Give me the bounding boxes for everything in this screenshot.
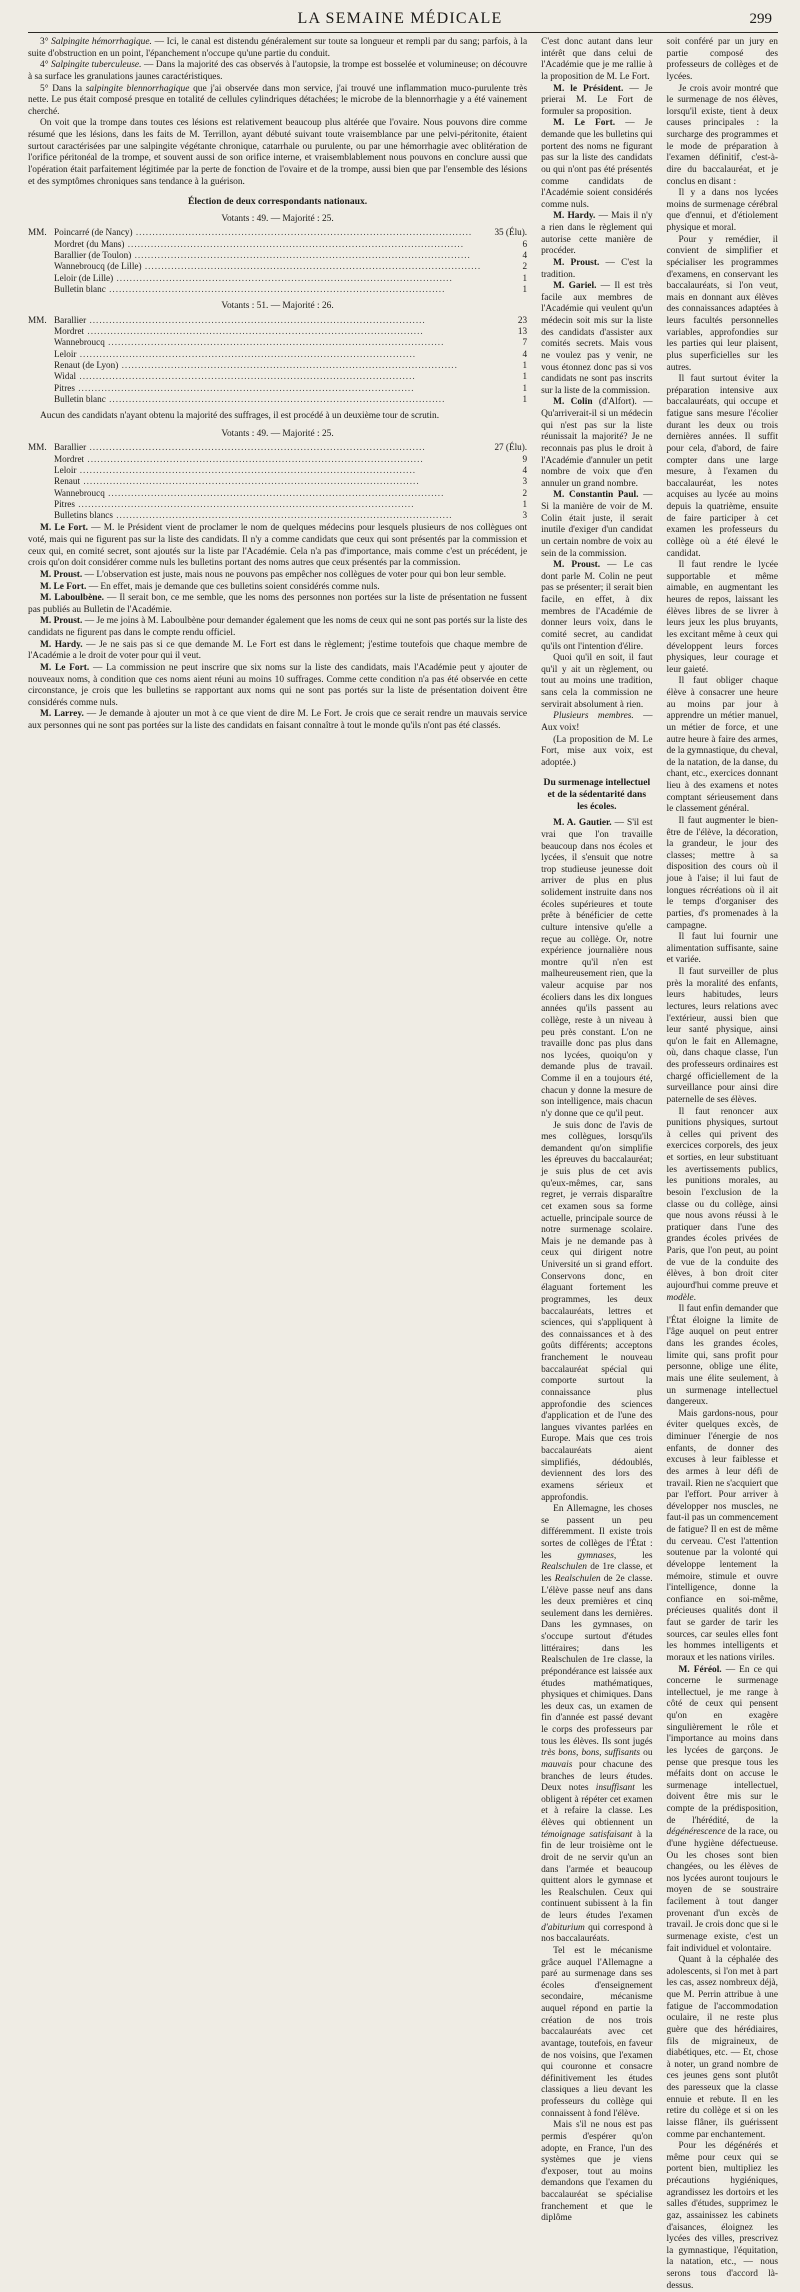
vote-row	[28, 337, 527, 348]
paragraph: Il faut rendre le lycée supportable et même aimable, en augmentant les heures de repos, laissant les élèves libres de se livrer à leurs jeux les plus bruyants, les excitant même à ceux qui développent leurs forces physiques, leur courage et leur gaieté.	[666, 560, 778, 675]
vote-prefix	[28, 360, 54, 371]
text-run: à la fin de leur troisième ont le droit de ne servir qu'un an dans l'armée et beaucoup quittent alors le gymnase et les Realschulen. Ceux qui continuent subissent à la fin de leurs études l'examen	[541, 1829, 653, 1921]
section-title: Élection de deux correspondants nationaux.	[187, 196, 368, 208]
vote-header: Votants : 51. — Majorité : 26.	[221, 301, 334, 312]
paragraph: C'est donc autant dans leur intérêt que dans celui de l'Académie que je me rallie à la proposition de M. Le Fort.	[541, 37, 653, 82]
text-run: — Si la manière de voir de M. Colin était juste, il serait inutile d'exiger d'un candidat un certain nombre de voix au sein de la commission.	[541, 490, 653, 559]
vote-row	[28, 239, 527, 250]
text-run: ou	[640, 1748, 653, 1759]
candidate-name: Leloir .....	[54, 349, 481, 360]
paragraph: Pour y remédier, il convient de simplifier et spécialiser les programmes d'examens, en conservant les baccalauréats, si l'on veut, mais en donnant aux élèves des connaissances adaptées à leurs facultés personnelles variables, approfondies sur les parties qui leur plaisent, plus superficielles sur les autres.	[666, 234, 778, 373]
speaker-name: M. Proust.	[40, 616, 83, 627]
vote-count: 9	[522, 453, 528, 464]
italic-text: Salpingite hémorrhagique.	[51, 37, 152, 47]
vote-row	[28, 250, 527, 261]
paragraph: Je suis donc de l'avis de mes collègues, lorsqu'ils demandent qu'on simplifie les épreuves du baccalauréat; je suis plus de cet avis qu'eux-mêmes, car, sans regret, je verrais disparaître cet examen sous sa forme actuelle, principale source de notre surmenage scolaire. Mais je ne demande pas à ceux qui dirigent notre Université un si grand effort. Conservons donc, en élaguant fortement les programmes, les deux baccalauréats, lettres et sciences, qui s'appliquent à des connaissances et à des goûts différents; acceptons franchement le nouveau baccalauréat spécial qui comporte surtout la connaissance plus approfondie des sciences d'application et de l'une des langues vivantes parlées en Europe. Mais que ces trois baccalauréats aient simplifiés, dédoublés, deviennent des lors des examens sérieux et approfondis.	[541, 1120, 653, 1503]
speaker-name: M. Larrey.	[40, 709, 84, 720]
paragraph	[541, 560, 652, 653]
speaker-name: M. Le Fort.	[40, 581, 87, 592]
speaker-name: M. Laboulbène.	[40, 593, 104, 604]
paragraph	[541, 490, 652, 560]
paragraph	[28, 570, 527, 582]
candidate-name: Mordret .....	[54, 326, 481, 337]
italic-text: d'abiturium	[541, 1922, 585, 1933]
text-run: les obligent à répéter cet examen et à refaire la classe. Les élèves qui obtiennent un	[541, 1783, 653, 1828]
speaker-name: M. Colin	[553, 397, 593, 408]
speaker-name: M. Proust.	[553, 257, 600, 268]
paragraph	[541, 397, 652, 490]
candidate-name: Renaut (de Lyon) .....	[54, 360, 481, 371]
journal-title: LA SEMAINE MÉDICALE	[297, 10, 503, 27]
paragraph: Quoi qu'il en soit, il faut qu'il y ait un règlement, ou tout au moins une tradition, sans cela la commission ne servirait absolument à rien.	[541, 653, 653, 710]
text-run: — C'est la tradition.	[541, 257, 653, 280]
paragraph	[28, 523, 527, 570]
vote-count: 1	[522, 393, 528, 404]
text-run: En Allemagne, les choses se passent un peu différemment. Il existe trois sortes de collèges de l'État : les	[541, 1504, 653, 1561]
paragraph: Il faut enfin demander que l'État éloigne la limite de l'âge auquel on peut entrer dans les grandes écoles, limite qui, sans profit pour personne, oblige une élite, mais une élite seulement, à un surmenage intellectuel dangereux.	[666, 1304, 778, 1408]
text-run: pour chacune des branches de leurs études. Deux notes	[541, 1759, 653, 1794]
candidate-name: Barallier .....	[54, 442, 481, 453]
text-run: — Je prierai M. Le Fort de formuler sa proposition.	[541, 83, 653, 117]
text-run: que j'ai observée dans mon service, j'ai trouvé une inflammation muco-purulente très nette. Le pus était composé presque en totalité de cellules cylindriques détachées; le microbe de la blennorrhagie y a été vainement cherché.	[28, 83, 528, 117]
candidate-name: Widal .....	[54, 371, 481, 382]
paragraph: Il y a dans nos lycées moins de surmenage cérébral que d'ennui, et d'étiolement physique et moral.	[666, 188, 778, 233]
italic-text: Salpingite tuberculeuse.	[50, 60, 142, 71]
text-run: — Il est très facile aux membres de l'Académie qui veulent qu'un médecin soit mis sur la liste des candidats d'assister aux comités secrets. Mais vous ne voulez pas y venir, ne vous étonnez donc pas si vos candidats ne sont pas inscrits sur la liste de la commission.	[541, 281, 653, 396]
italic-text: très bons, bons, suffisants	[541, 1748, 641, 1759]
vote-prefix	[28, 488, 54, 499]
speaker-name: M. Le Fort.	[553, 118, 616, 129]
text-run: de la race, ou d'une hygiène défectueuse. Ou les choses sont bien changées, ou les élèves de nos lycées auront toujours le moyen de se soustraire facilement à tout danger provenant d'un excès de travail. Je crois donc que si le surmenage existe, c'est un fait individuel et volontaire.	[666, 1827, 778, 1954]
section-title: Du surmenage intellectuel et de la sédentarité dans les écoles.	[543, 777, 651, 812]
text-run: — Le cas dont parle M. Colin ne peut pas se présenter; il serait bien facile, en effet, à dix membres de l'Académie de donner leurs voix, dans le comité secret, au candidat qu'ils ont l'intention d'élire.	[541, 560, 653, 652]
candidate-name: Poincarré (de Nancy) .....	[54, 227, 481, 238]
paragraph: (La proposition de M. Le Fort, mise aux voix, est adoptée.)	[541, 734, 653, 768]
vote-prefix	[28, 261, 54, 272]
speaker-name: M. A. Gautier.	[553, 818, 612, 829]
vote-prefix	[28, 250, 54, 261]
vote-prefix: MM.	[28, 442, 47, 453]
vote-prefix	[28, 337, 54, 348]
text-run: — Ici, le canal est distendu généralement sur toute sa longueur et rempli par du sang; parfois, à la suite d'obstruction en un point, l'épanchement n'occupe qu'une partie du conduit.	[28, 37, 528, 59]
text-run: (d'Alfort). — Qu'arriverait-il si un médecin qui n'est pas sur la liste réunissait la majorité? Je ne reconnais pas plus le droit à l'Académie d'annuler un petit nombre de voix que d'en annuler un grand nombre.	[541, 397, 653, 489]
paragraph	[541, 1504, 652, 1946]
candidate-name: Wannebroucq (de Lille) .....	[54, 261, 481, 272]
candidate-name: Bulletin blanc .....	[54, 284, 481, 295]
italic-text: témoignage satisfaisant	[541, 1829, 633, 1840]
vote-row	[28, 315, 527, 326]
italic-text: dégénérescence	[666, 1827, 726, 1838]
paragraph	[28, 60, 527, 83]
vote-row	[28, 442, 527, 453]
vote-row	[28, 349, 527, 360]
text-run: — Dans la majorité des cas observés à l'autopsie, la trompe est bosselée et volumineuse; on découvre à sa surface les granulations jaunes caractéristiques.	[28, 60, 528, 82]
speaker-name: M. Proust.	[553, 560, 601, 571]
vote-prefix	[28, 383, 54, 394]
vote-count: 1	[522, 498, 528, 509]
italic-text: gymnases	[577, 1550, 614, 1561]
text-run: qui correspond à nos baccalauréats.	[541, 1922, 653, 1945]
vote-count: 3	[522, 510, 528, 521]
paragraph	[541, 818, 652, 1120]
vote-row	[28, 394, 527, 405]
paragraph: Il faut surveiller de plus près la moralité des enfants, leurs habitudes, leurs lectures, leurs relations avec l'extérieur, aussi bien que leur santé physique, ainsi qu'on le fait en Allemagne, où, dans chaque classe, l'un des professeurs ordinaires est chargé officiellement de la surveillance pour ainsi dire paternelle de ses élèves.	[666, 967, 778, 1105]
speaker-name: M. Le Fort.	[40, 662, 90, 673]
text-run: .	[693, 1292, 696, 1303]
vote-header: Votants : 49. — Majorité : 25.	[221, 428, 334, 439]
vote-row	[28, 261, 527, 272]
paragraph	[541, 258, 652, 281]
speaker-name: M. le Président.	[553, 83, 624, 94]
text-run: — Je ne sais pas si ce que demande M. Le Fort est dans le règlement; j'estime toutefois que chaque membre de l'Académie a le droit de voter pour qui il veut.	[28, 639, 528, 662]
text-run: de 2e classe. L'élève passe neuf ans dans les deux premières et cinq seulement dans les dernières. Dans les gymnases, on s'occupe surtout d'études littéraires; dans les Realschulen de 1re classe, la prépondérance est laissée aux études mathématiques, physiques et chimiques. Dans les deux cas, un examen de fin d'année est passé devant le corps des professeurs par tous les élèves. Ils sont jugés	[541, 1573, 653, 1747]
paragraph	[541, 84, 652, 119]
vote-count: 23	[517, 314, 528, 325]
text-columns	[28, 37, 778, 2292]
paragraph	[541, 711, 652, 734]
text-run: de 1re classe, et les	[541, 1562, 653, 1584]
vote-count: 13	[517, 326, 528, 337]
candidate-name: Pitres .....	[54, 383, 481, 394]
paragraph	[541, 118, 652, 211]
speaker-name: M. Le Fort.	[40, 523, 88, 534]
text-run: — En ce qui concerne le surmenage intellectuel, je me range à côté de ceux qui pensent qu'on en exagère singulièrement le rôle et l'importance au moins dans les lycées de garçons. Je pense que presque tous les méfaits dont on accuse le surmenage intellectuel, doivent être mis sur le compte de la prédisposition, de l'hérédité, de la	[666, 1664, 778, 1826]
speaker-name: M. Féréol.	[678, 1664, 722, 1675]
vote-prefix	[28, 273, 54, 284]
vote-prefix	[28, 465, 54, 476]
italic-text: mauvais	[541, 1759, 573, 1770]
text-run: 5° Dans la	[40, 83, 86, 94]
text-run: — Je demande que les bulletins qui portent des noms ne figurant pas sur la liste des candidats ou qui n'ont pas été présentés comme candidats de l'Académie soient considérés comme nuls.	[541, 118, 653, 210]
text-run: — Aux voix!	[541, 711, 653, 733]
vote-prefix	[28, 394, 54, 405]
candidate-name: Bulletins blancs .....	[54, 510, 481, 521]
vote-row	[28, 284, 527, 295]
vote-prefix	[28, 371, 54, 382]
vote-row	[28, 383, 527, 394]
paragraph: Pour les dégénérés et même pour ceux qui se portent bien, multipliez les précautions hygiéniques, agrandissez les dortoirs et les salles d'études, supprimez le gaz, assainissez les cabinets d'aisances, éloignez les lycées des villes, prescrivez la gymnastique, l'équitation, la natation, etc., — nous serons tous d'accord là-dessus.	[666, 2141, 778, 2291]
vote-count: 3	[522, 476, 528, 487]
text-run: — M. le Président vient de proclamer le nom de quelques médecins pour lesquels plusieurs de nos collègues ont voté, mais qui ne figurent pas sur la liste des candidats. Il n'y a comme candidats que ceux qui sont présentés par la commission et ceux qui, en comité secret, sont ajoutés sur la liste par l'Académie. Cela n'a pas d'importance, mais comme c'est un précédent, je crois qu'on doit considérer comme nuls les bulletins portant des noms autres que ceux présentés par la commission.	[28, 523, 528, 569]
vote-header: Votants : 49. — Majorité : 25.	[221, 213, 334, 224]
vote-row	[28, 273, 527, 284]
candidate-name: Wannebroucq .....	[54, 337, 481, 348]
vote-count: 1	[522, 272, 528, 283]
candidate-name: Pitres .....	[54, 499, 481, 510]
text-run: — Je me joins à M. Laboulbène pour demander également que les noms de ceux qui ne sont pas portés sur la liste des candidats ne figurent pas dans le compte rendu officiel.	[28, 616, 528, 639]
vote-row	[28, 465, 527, 476]
candidate-name: Renaut .....	[54, 476, 481, 487]
vote-count: 4	[522, 465, 528, 475]
column-1	[28, 37, 527, 2292]
text-run: — S'il est vrai que l'on travaille beaucoup dans nos écoles et lycées, il s'ensuit que notre trop studieuse jeunesse doit arriver de plus en plus solidement instruite dans nos écoles supérieures et toute prête à bénéficier de cette culture intensive qu'elle a reçue au collège. Or, notre expérience journalière nous montre qu'il n'en est malheureusement rien, que la valeur acquise par nos écoliers dans les dix longues années qu'ils passent au collège, reste à un niveau à peu près constant. L'on ne travaille donc pas plus dans nos lycées, quoiqu'on y demande plus de travail. Comme il en a toujours été, chacun y donne la mesure de son intelligence, mais chacun n'y donne que ce qu'il peut.	[541, 818, 653, 1119]
vote-row	[28, 371, 527, 382]
column-2	[541, 37, 652, 2292]
paragraph: Aucun des candidats n'ayant obtenu la majorité des suffrages, il est procédé à un deuxième tour de scrutin.	[40, 411, 440, 422]
candidate-name: Barallier .....	[54, 315, 481, 326]
italic-text: salpingite blennorrhagique	[85, 83, 190, 94]
vote-prefix	[28, 499, 54, 510]
candidate-name: Leloir (de Lille) .....	[54, 273, 481, 284]
italic-text: insuffisant	[595, 1783, 635, 1794]
paragraph	[28, 593, 527, 616]
vote-table	[28, 214, 527, 295]
paragraph: Mais gardons-nous, pour éviter quelques excès, de diminuer l'énergie de nos enfants, de donner des excuses à leur faiblesse et des armes à leur défi de travail. Rien ne s'acquiert que par l'effort. Pour arriver à développer nos muscles, ne faut-il pas un commencement de fatigue? Il en est de même du cerveau. C'est l'attention soutenue par la volonté qui développe lentement la mémoire, stimule et ouvre l'intelligence, donne la confiance en soi-même, précieuses qualités dont il faut se garder de tarir les sources, car seules elles font les hommes intelligents et moraux et les nations viriles.	[666, 1408, 778, 1663]
vote-row	[28, 488, 527, 499]
vote-count: 4	[522, 348, 528, 359]
candidate-name: Barallier (de Toulon) .....	[54, 250, 481, 261]
paragraph	[28, 582, 527, 594]
text-run: 4°	[40, 60, 51, 71]
paragraph: Quant à la céphalée des adolescents, si l'on met à part les cas, assez nombreux déjà, que M. Perrin attribue à une fatigue de l'accommodation oculaire, il ne reste plus guère que des hérédiaires, fils de migraineux, de diabétiques, etc. — Et, chose à noter, un grand nombre de ces jeunes gens sont plutôt des paresseux que la classe ennuie et rebute. Il en les retire du collège et si on les laisse flâner, ils guérissent comme par enchantement.	[666, 1955, 778, 2140]
text-run: — Il serait bon, ce me semble, que les noms des personnes non portées sur la liste de présentation ne fussent pas publiés au Bulletin de l'Académie.	[28, 593, 528, 615]
paragraph: Il faut lui fournir une alimentation suffisante, saine et variée.	[666, 932, 778, 966]
paragraph: On voit que la trompe dans toutes ces lésions est relativement beaucoup plus altérée que l'ovaire. Nous pouvons dire comme résumé que les lésions, dans les faits de M. Terrillon, ayant débuté suivant toute vraisemblance par une pelvi-péritonite, étaient surtout caractérisées par une salpingite végétante chronique, catarrhale ou purulente, ou par une hémorrhagie avec oblitération de l'orifice péritonéal de la trompe, et souvent aussi de son orifice interne, et vraisemblablement nous pouvons en conclure aussi que l'opération était parfaitement légitimée par la perte de fonction de l'ovaire et de la trompe, aussi bien que par l'ensemble des lésions et des symptômes chroniques sans tendance à la guérison.	[28, 118, 528, 187]
paragraph	[28, 616, 527, 639]
vote-prefix	[28, 510, 54, 521]
paragraph	[28, 640, 527, 663]
text-run: — Je demande à ajouter un mot à ce que vient de dire M. Le Fort. Je crois que ce serait rendre un mauvais service aux personnes qui ne sont pas portées sur la liste des candidats en faisant connaître à tout le monde qu'ils n'ont pas été classés.	[28, 709, 528, 732]
vote-row	[28, 326, 527, 337]
vote-row	[28, 454, 527, 465]
vote-prefix	[28, 349, 54, 360]
vote-count: 7	[522, 337, 528, 348]
vote-row	[28, 227, 527, 238]
speaker-name: M. Hardy.	[40, 639, 83, 650]
paragraph: Je crois avoir montré que le surmenage de nos élèves, lorsqu'il existe, tient à deux causes principales : la surcharge des programmes et le mode de préparation à l'examen définitif, c'est-à-dire du baccalauréat, et je conclus en disant :	[666, 83, 778, 187]
paragraph: soit conféré par un jury en partie composé des professeurs de collèges et de lycées.	[666, 37, 778, 82]
paragraph: Il faut surtout éviter la préparation intensive aux baccalauréats, qui occupe et fatigue sans mesure l'écolier durant les deux ou trois dernières années. Il suffit pour cela, d'abord, de faire compter dans une large mesure, à l'examen du baccalauréat, les notes acquises au lycée au moins depuis la quatrième, ensuite de faire participer à cet examen les professeurs du collège où a été élevé le candidat.	[666, 374, 778, 559]
vote-count: 1	[522, 359, 528, 370]
vote-row	[28, 510, 527, 521]
vote-count: 1	[522, 382, 528, 393]
vote-table	[28, 301, 527, 405]
vote-prefix: MM.	[28, 314, 47, 325]
italic-text: Realschulen	[541, 1562, 587, 1573]
vote-row	[28, 476, 527, 487]
text-run: , les	[613, 1550, 653, 1561]
paragraph: Mais s'il ne nous est pas permis d'espérer qu'on adopte, en France, l'un des systèmes que je viens d'exposer, tout au moins demandons que l'examen du baccalauréat se spécialise franchement et que le diplôme	[541, 2120, 653, 2224]
column-3	[667, 37, 778, 2292]
vote-count: 27 (Élu).	[494, 442, 528, 453]
text-run: — La commission ne peut inscrire que six noms sur la liste des candidats, mais l'Académie peut y ajouter de nouveaux noms, à condition que ces noms aient réuni au moins 10 suffrages. Comme cette condition n'a pas été observée en cette circonstance, je crois que les bulletins se rapportant aux noms qui ne sont pas portés sur la liste de présentation doivent être considérés comme nuls.	[28, 662, 528, 708]
paragraph	[28, 37, 527, 60]
italic-text: modèle	[666, 1292, 694, 1303]
vote-prefix	[28, 284, 54, 295]
text-run: 3°	[40, 37, 52, 47]
vote-count: 2	[522, 487, 528, 498]
candidate-name: Wannebroucq .....	[54, 488, 481, 499]
speaker-name: M. Constantin Paul.	[553, 490, 639, 501]
paragraph	[667, 1107, 778, 1305]
running-head	[28, 10, 778, 33]
vote-table	[28, 429, 527, 522]
vote-count: 2	[522, 261, 528, 272]
text-run: — Mais il n'y a rien dans le règlement qui autorise cette manière de procéder.	[541, 211, 653, 257]
vote-prefix	[28, 239, 54, 250]
vote-prefix	[28, 454, 54, 465]
italic-text: Realschulen	[554, 1573, 601, 1584]
vote-prefix	[28, 326, 54, 337]
candidate-name: Leloir .....	[54, 465, 481, 476]
italic-text: Plusieurs membres.	[553, 711, 634, 722]
vote-count: 6	[522, 238, 528, 249]
vote-prefix: MM.	[28, 227, 47, 238]
page-number: 299	[749, 11, 772, 27]
vote-row	[28, 499, 527, 510]
speaker-name: M. Hardy.	[553, 211, 596, 222]
text-run: — En effet, mais je demande que ces bulletins soient considérés comme nuls.	[86, 581, 380, 592]
paragraph	[28, 709, 527, 732]
candidate-name: Bulletin blanc .....	[54, 394, 481, 405]
paragraph: Il faut augmenter le bien-être de l'élève, la décoration, la grandeur, le jour des classes; mettre à sa disposition des cours où il joue à l'aise; il lui faut de longues récréations où il ait le temps d'organiser des parties, d's promenades à la campagne.	[666, 815, 778, 931]
paragraph	[541, 211, 652, 258]
paragraph	[541, 281, 652, 397]
vote-prefix	[28, 476, 54, 487]
speaker-name: M. Proust.	[40, 569, 83, 580]
candidate-name: Mordret .....	[54, 454, 481, 465]
paragraph	[667, 1665, 778, 1956]
paragraph	[28, 663, 527, 710]
paragraph: Il faut obliger chaque élève à consacrer une heure au moins par jour à apprendre un métier manuel, un métier de force, et une autre heure à faire des armes, de la gymnastique, du cheval, de la natation, de la danse, du chant, etc., exercices donnant lieu à des examens et notes comptant sérieusement dans le classement général.	[666, 676, 778, 815]
speaker-name: M. Gariel.	[553, 281, 597, 292]
candidate-name: Mordret (du Mans) .....	[54, 239, 481, 250]
vote-row	[28, 360, 527, 371]
vote-count: 1	[522, 371, 528, 382]
text-run: — L'observation est juste, mais nous ne pouvons pas empêcher nos collègues de voter pour qui bon leur semble.	[82, 569, 507, 580]
text-run: Il faut renoncer aux punitions physiques, surtout à celles qui privent des exercices corporels, des jeux et sorties, en leur substituant les avertissements publics, les punitions morales, au besoin l'exclusion de la classe ou du collège, ainsi que nous avons réussi à le pratiquer dans l'une des grandes écoles privées de Paris, que l'on peut, au point de vue de la conduite des élèves, à bon droit citer aujourd'hui comme preuve et	[666, 1106, 778, 1291]
vote-count: 4	[522, 249, 528, 260]
vote-count: 1	[522, 283, 528, 294]
vote-count: 35 (Élu).	[494, 227, 528, 238]
paragraph	[28, 84, 527, 119]
paragraph: Tel est le mécanisme grâce auquel l'Allemagne a paré au surmenage dans ses écoles d'enseignement secondaire, mécanisme auquel répond en partie la création de nos trois baccalauréats avec cet avantage, toutefois, en faveur de nos voisins, que l'examen qui couronne et consacre définitivement les études classiques a lieu devant les professeurs du collège qui connaissent à fond l'élève.	[541, 1945, 653, 2119]
